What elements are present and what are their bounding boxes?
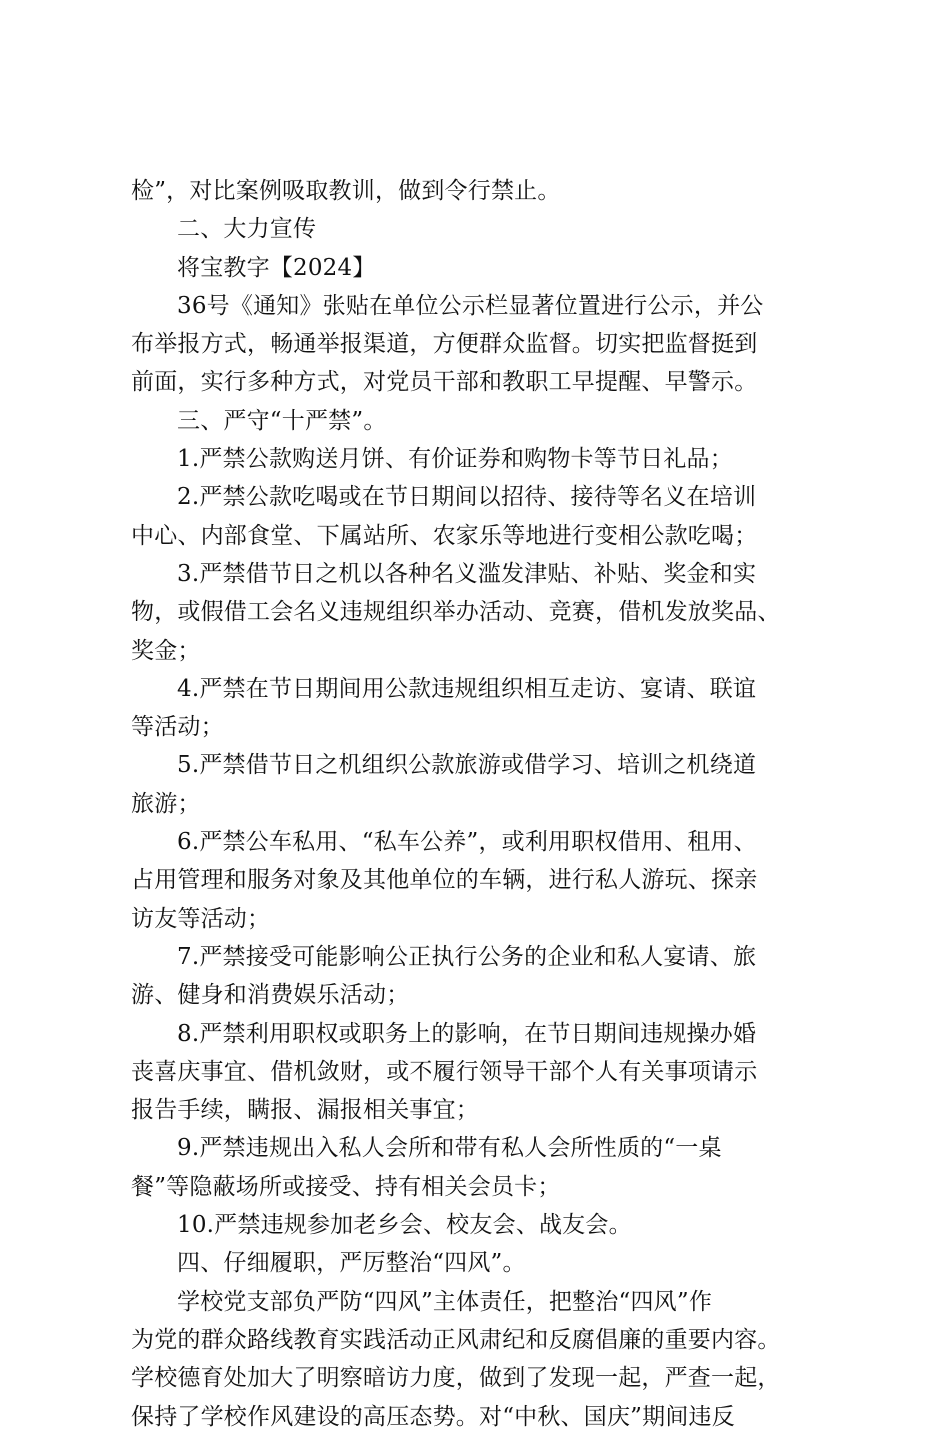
document-line: 10.严禁违规参加老乡会、校友会、战友会。 (177, 1212, 632, 1239)
document-line: 前面，实行多种方式，对党员干部和教职工早提醒、早警示。 (131, 369, 758, 396)
document-line: 游、健身和消费娱乐活动； (131, 982, 410, 1009)
document-line: 检”，对比案例吸取教训，做到令行禁止。 (131, 178, 561, 204)
document-line: 5.严禁借节日之机组织公款旅游或借学习、培训之机绕道 (177, 752, 757, 779)
document-line: 学校德育处加大了明察暗访力度，做到了发现一起，严查一起， (131, 1365, 781, 1392)
document-line: 占用管理和服务对象及其他单位的车辆，进行私人游玩、探亲 (131, 867, 758, 894)
document-line: 餐”等隐蔽场所或接受、持有相关会员卡； (131, 1173, 561, 1200)
document-body (131, 172, 831, 1436)
document-line: 保持了学校作风建设的高压态势。对“中秋、国庆”期间违反 (131, 1403, 735, 1430)
document-line: 8.严禁利用职权或职务上的影响，在节日期间违规操办婚 (177, 1020, 757, 1047)
document-line: 旅游； (131, 790, 201, 817)
document-line: 访友等活动； (131, 905, 271, 932)
document-line: 学校党支部负严防“四风”主体责任，把整治“四风”作 (177, 1288, 713, 1315)
document-line: 4.严禁在节日期间用公款违规组织相互走访、宴请、联谊 (177, 675, 757, 702)
document-line: 中心、内部食堂、下属站所、农家乐等地进行变相公款吃喝； (131, 522, 758, 549)
document-line: 1.严禁公款购送月饼、有价证券和购物卡等节日礼品； (177, 446, 733, 473)
document-line: 将宝教字【2024】 (177, 254, 376, 281)
document-line: 丧喜庆事宜、借机敛财，或不履行领导干部个人有关事项请示 (131, 1058, 758, 1085)
document-line: 为党的群众路线教育实践活动正风肃纪和反腐倡廉的重要内容。 (131, 1326, 781, 1353)
document-line: 6.严禁公车私用、“私车公养”，或利用职权借用、租用、 (177, 829, 757, 856)
document-line: 二、大力宣传 (177, 216, 317, 243)
document-line: 等活动； (131, 714, 224, 741)
document-line: 36号《通知》张贴在单位公示栏显著位置进行公示，并公 (177, 292, 764, 319)
document-line: 9.严禁违规出入私人会所和带有私人会所性质的“一桌 (177, 1135, 722, 1162)
document-line: 三、严守“十严禁”。 (177, 407, 387, 434)
document-line: 2.严禁公款吃喝或在节日期间以招待、接待等名义在培训 (177, 484, 757, 511)
document-line: 7.严禁接受可能影响公正执行公务的企业和私人宴请、旅 (177, 943, 757, 970)
document-line: 布举报方式，畅通举报渠道，方便群众监督。切实把监督挺到 (131, 331, 758, 358)
document-line: 物，或假借工会名义违规组织举办活动、竞赛，借机发放奖品、 (131, 599, 781, 626)
document-line: 四、仔细履职，严厉整治“四风”。 (177, 1250, 526, 1277)
document-line: 报告手续，瞒报、漏报相关事宜； (131, 1097, 479, 1124)
document-line: 3.严禁借节日之机以各种名义滥发津贴、补贴、奖金和实 (177, 560, 757, 587)
document-line: 奖金； (131, 637, 201, 664)
